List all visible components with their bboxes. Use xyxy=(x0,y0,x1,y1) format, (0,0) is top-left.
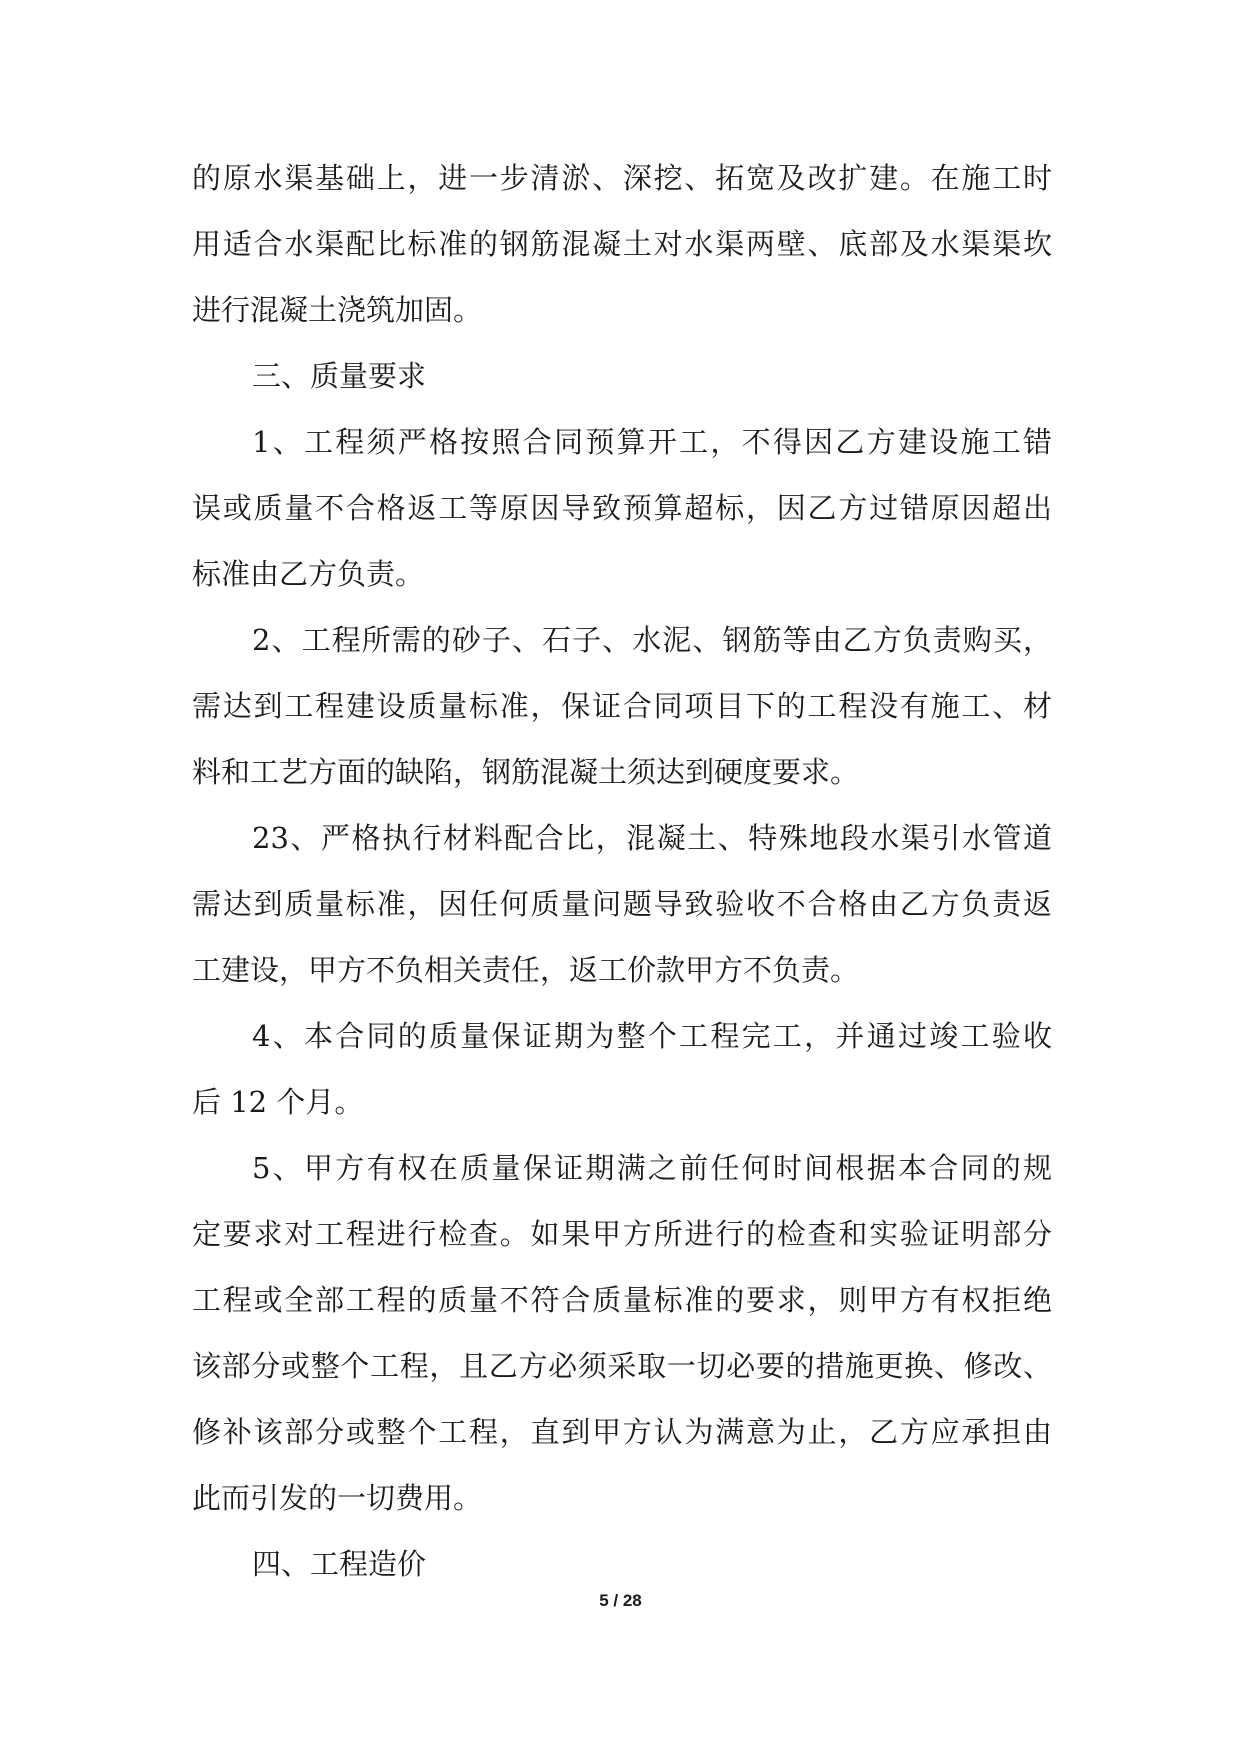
text-line: 需达到质量标准，因任何质量问题导致验收不合格由乙方负责返 xyxy=(192,887,1052,921)
text-line: 用适合水渠配比标准的钢筋混凝土对水渠两壁、底部及水渠渠坎 xyxy=(192,227,1052,261)
text-line: 工程或全部工程的质量不符合质量标准的要求，则甲方有权拒绝 xyxy=(192,1283,1052,1317)
text-line: 进行混凝土浇筑加固。 xyxy=(192,293,483,327)
text-line: 后 12 个月。 xyxy=(192,1085,364,1119)
text-line: 定要求对工程进行检查。如果甲方所进行的检查和实验证明部分 xyxy=(192,1217,1052,1251)
section-heading-cost: 四、工程造价 xyxy=(252,1547,427,1581)
page-number: 5 / 28 xyxy=(599,1591,642,1610)
document-body xyxy=(192,145,1052,1597)
text-line: 该部分或整个工程，且乙方必须采取一切必要的措施更换、修改、 xyxy=(192,1349,1052,1383)
text-line: 1、工程须严格按照合同预算开工，不得因乙方建设施工错 xyxy=(252,425,1052,459)
text-line: 2、工程所需的砂子、石子、水泥、钢筋等由乙方负责购买， xyxy=(252,623,1052,657)
section-heading-quality: 三、质量要求 xyxy=(252,359,427,393)
text-line: 23、严格执行材料配合比，混凝土、特殊地段水渠引水管道 xyxy=(252,821,1052,855)
text-line: 的原水渠基础上，进一步清淤、深挖、拓宽及改扩建。在施工时 xyxy=(192,161,1052,195)
text-line: 标准由乙方负责。 xyxy=(192,557,425,591)
text-line: 误或质量不合格返工等原因导致预算超标，因乙方过错原因超出 xyxy=(192,491,1052,525)
text-line: 料和工艺方面的缺陷，钢筋混凝土须达到硬度要求。 xyxy=(192,755,860,789)
text-line: 需达到工程建设质量标准，保证合同项目下的工程没有施工、材 xyxy=(192,689,1052,723)
text-line: 5、甲方有权在质量保证期满之前任何时间根据本合同的规 xyxy=(252,1151,1052,1185)
text-line: 修补该部分或整个工程，直到甲方认为满意为止，乙方应承担由 xyxy=(192,1415,1052,1449)
text-line: 此而引发的一切费用。 xyxy=(192,1481,483,1515)
text-line: 工建设，甲方不负相关责任，返工价款甲方不负责。 xyxy=(192,953,860,987)
text-line: 4、本合同的质量保证期为整个工程完工，并通过竣工验收 xyxy=(252,1019,1052,1053)
